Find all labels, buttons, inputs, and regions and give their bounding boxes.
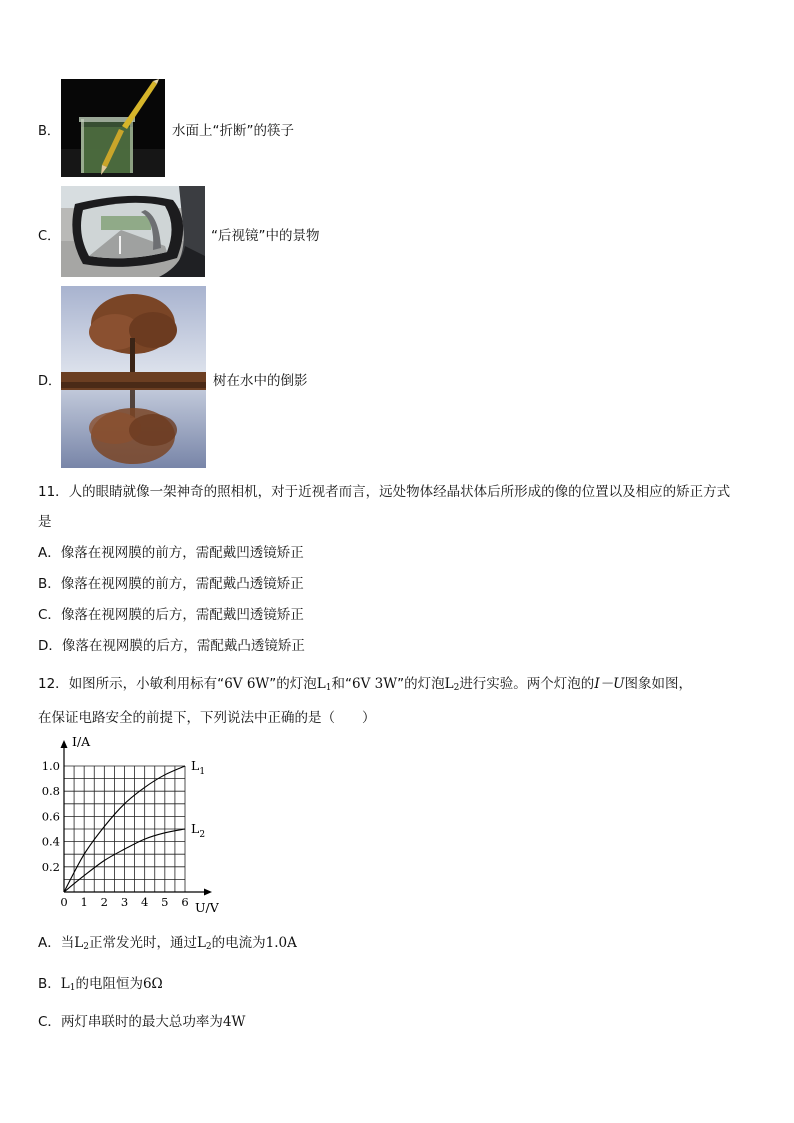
x-tick-label: 5	[161, 895, 169, 909]
q12-bulb1-rating: 6V 6W	[224, 676, 270, 692]
y-tick-label: 1.0	[41, 759, 60, 773]
y-tick-label: 0.4	[41, 834, 60, 849]
q11-stem-text: 人的眼睛就像一架神奇的照相机，对于近视者而言，远处物体经晶状体后所形成的像的位置以及相应的矫正方式	[68, 484, 731, 500]
q12-option-a-text-1: 当	[60, 935, 75, 951]
option-c-letter: C．	[38, 229, 61, 244]
q12-option-a-l-2: L	[196, 935, 206, 951]
x-tick-label: 1	[80, 895, 88, 909]
q11-option-b-text: 像落在视网膜的前方，需配戴凸透镜矫正	[60, 576, 304, 592]
q11-number: 11．	[38, 484, 69, 500]
q12-option-a-text-3: 的电流为	[211, 935, 266, 951]
pencil-in-water-image	[61, 79, 165, 177]
q12-option-b	[38, 972, 163, 993]
q11-option-b-letter: B．	[38, 576, 61, 592]
y-axis-title: I/A	[72, 734, 91, 749]
y-tick-label: 0.2	[41, 859, 60, 874]
q11-option-d-letter: D．	[38, 638, 62, 654]
q11-stem-line1	[38, 480, 730, 500]
chart-axes	[61, 740, 213, 896]
q12-option-c	[38, 1010, 245, 1030]
option-d-caption: 树在水中的倒影	[213, 373, 308, 389]
x-axis-title: U/V	[195, 900, 219, 915]
option-b-letter: B．	[38, 124, 60, 139]
series-label-l2: $L_2$	[191, 821, 206, 840]
series-label-l1: $L_1$	[191, 758, 206, 777]
x-tick-label: 6	[181, 895, 189, 909]
q12-option-b-text: 的电阻恒为	[75, 976, 143, 992]
q12-stem-d: ”的灯泡	[397, 676, 445, 692]
q12-option-a-value: 1.0A	[265, 935, 297, 951]
q11-option-c-letter: C．	[38, 607, 61, 623]
q11-stem-line2: 是	[38, 514, 52, 530]
q12-stem-e: 进行实验。两个灯泡的	[459, 676, 595, 692]
q11-option-d-text: 像落在视网膜的后方，需配戴凸透镜矫正	[61, 638, 305, 654]
x-axis-arrow	[204, 889, 212, 896]
iu-chart	[30, 730, 230, 915]
tree-reflection-photo	[61, 286, 206, 468]
q12-l2-symbol: L	[444, 676, 454, 692]
q12-iu-label: I－U	[594, 676, 625, 692]
q12-l1-sub: 1	[325, 683, 332, 693]
q12-number: 12．	[38, 676, 69, 692]
q12-option-a-l: L	[74, 935, 84, 951]
q12-stem-line1	[38, 672, 692, 693]
y-tick-label: 0.8	[41, 784, 60, 799]
q11-option-a-text: 像落在视网膜的前方，需配戴凹透镜矫正	[60, 545, 304, 561]
q12-bulb2-rating: 6V 3W	[352, 676, 398, 692]
q12-stem-c: 和“	[331, 676, 352, 692]
q11-option-a	[38, 541, 304, 561]
q12-option-b-l: L	[60, 976, 70, 992]
q12-option-a-letter: A．	[38, 935, 61, 951]
y-axis-arrow	[61, 740, 68, 748]
tree-reflection-image	[61, 286, 206, 468]
q12-option-c-value: 4W	[222, 1014, 246, 1030]
car-side-mirror-photo	[61, 186, 205, 277]
q11-option-c-text: 像落在视网膜的后方，需配戴凹透镜矫正	[60, 607, 304, 623]
q12-stem-f: 图象如图，	[624, 676, 693, 692]
q11-option-a-letter: A．	[38, 545, 61, 561]
q11-option-d	[38, 634, 305, 654]
iu-chart-svg	[30, 730, 230, 915]
q12-l2-sub: 2	[453, 683, 460, 693]
q11-option-b	[38, 572, 304, 592]
q12-option-c-letter: C．	[38, 1014, 61, 1030]
option-c-caption: “后视镜”中的景物	[211, 228, 320, 244]
q12-option-b-l-sub: 1	[69, 983, 76, 993]
q12-option-b-value: 6Ω	[142, 976, 163, 992]
q12-option-b-letter: B．	[38, 976, 61, 992]
q12-stem-a: 如图所示，小敏利用标有“	[68, 676, 225, 692]
q12-option-a-l-sub: 2	[83, 942, 89, 952]
option-d-letter: D．	[38, 374, 62, 389]
option-b-caption: 水面上“折断”的筷子	[172, 123, 294, 139]
chart-grid	[64, 766, 185, 892]
x-tick-label: 4	[141, 895, 149, 909]
x-tick-label: 0	[60, 895, 68, 909]
q12-l1-symbol: L	[316, 676, 326, 692]
q12-option-c-text: 两灯串联时的最大总功率为	[60, 1014, 223, 1030]
q12-option-a-l-sub-2: 2	[205, 942, 212, 952]
q12-option-a	[38, 931, 297, 952]
q11-option-c	[38, 603, 304, 623]
y-tick-label: 0.6	[41, 809, 60, 824]
q12-option-a-text-2: 正常发光时，通过	[88, 935, 197, 951]
q12-stem-line2: 在保证电路安全的前提下，下列说法中正确的是（ ）	[38, 710, 376, 726]
pencil-in-water-photo	[61, 79, 165, 177]
x-tick-label: 2	[100, 895, 108, 909]
x-tick-label: 3	[120, 895, 129, 909]
car-mirror-image	[61, 186, 205, 277]
q12-stem-b: ”的灯泡	[269, 676, 317, 692]
